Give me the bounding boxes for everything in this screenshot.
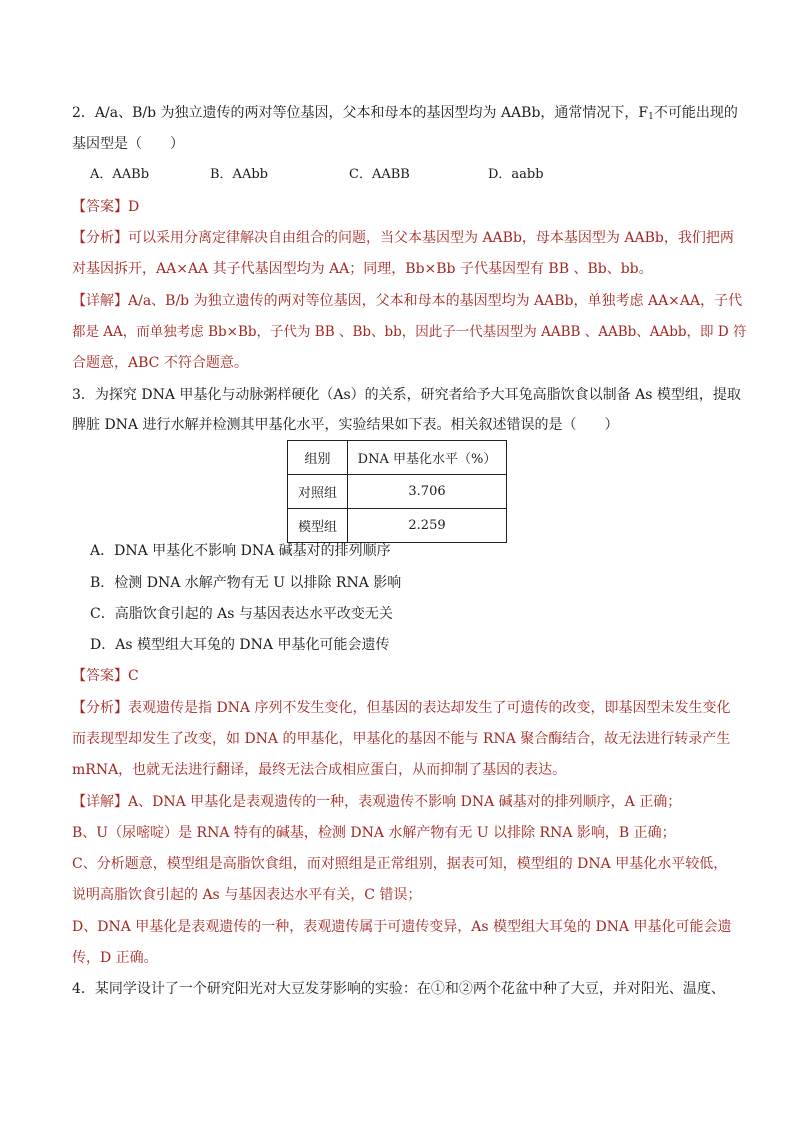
q3-detail-line6: 传，D 正确。 bbox=[72, 950, 158, 966]
q3-option-d: D．As 模型组大耳兔的 DNA 甲基化可能会遗传 bbox=[90, 637, 390, 653]
table-row bbox=[288, 509, 507, 543]
table-cell: 3.706 bbox=[348, 475, 507, 509]
q3-methylation-table bbox=[287, 440, 507, 543]
q3-detail-line2: B、U（尿嘧啶）是 RNA 特有的碱基，检测 DNA 水解产物有无 U 以排除 RNA 影响，B 正确； bbox=[72, 825, 676, 841]
table-row bbox=[288, 475, 507, 509]
table-header-row bbox=[288, 441, 507, 475]
q3-option-a: A．DNA 甲基化不影响 DNA 碱基对的排列顺序 bbox=[90, 543, 391, 559]
q3-detail-line3: C、分析题意，模型组是高脂饮食组，而对照组是正常组别，据表可知，模型组的 DNA 甲基化水平较低， bbox=[72, 856, 728, 872]
q3-option-b: B．检测 DNA 水解产物有无 U 以排除 RNA 影响 bbox=[90, 575, 402, 591]
q3-stem-line1: 3．为探究 DNA 甲基化与动脉粥样硬化（As）的关系，研究者给予大耳兔高脂饮食以制备 As 模型组，提取 bbox=[72, 387, 741, 403]
q3-analysis-line1: 【分析】表观遗传是指 DNA 序列不发生变化，但基因的表达却发生了可遗传的改变，即基因型未发生变化 bbox=[72, 700, 731, 716]
q3-analysis-line3: mRNA，也就无法进行翻译，最终无法合成相应蛋白，从而抑制了基因的表达。 bbox=[72, 762, 567, 778]
q4-stem-line1: 4．某同学设计了一个研究阳光对大豆发芽影响的实验：在①和②两个花盆中种了大豆，并对阳光、温度、 bbox=[72, 981, 725, 997]
q2-option-b: B．AAbb bbox=[210, 167, 268, 182]
table-cell: 对照组 bbox=[288, 475, 348, 509]
q3-option-c: C．高脂饮食引起的 As 与基因表达水平改变无关 bbox=[90, 606, 393, 622]
q2-stem-line1: 2．A/a、B/b 为独立遗传的两对等位基因，父本和母本的基因型均为 AABb，通常情况下，$F_1$不可能出现的 bbox=[72, 105, 738, 122]
q2-detail-line2: 都是 AA，而单独考虑 Bb×Bb，子代为 BB 、Bb、bb，因此子一代基因型为 AABB 、AABb、AAbb，即 D 符 bbox=[72, 324, 747, 340]
q2-answer: 【答案】D bbox=[72, 199, 140, 215]
table-header-level: DNA 甲基化水平（%） bbox=[348, 441, 507, 475]
q3-detail-line4: 说明高脂饮食引起的 As 与基因表达水平有关，C 错误； bbox=[72, 887, 422, 903]
q2-option-c: C．AABB bbox=[349, 167, 410, 182]
table-header-group: 组别 bbox=[288, 441, 348, 475]
q3-detail-line1: 【详解】A、DNA 甲基化是表观遗传的一种，表观遗传不影响 DNA 碱基对的排列顺序，A 正确； bbox=[72, 794, 682, 810]
q2-detail-line3: 合题意，ABC 不符合题意。 bbox=[72, 355, 248, 371]
q2-analysis-line2: 对基因拆开，AA×AA 其子代基因型均为 AA；同理，Bb×Bb 子代基因型有 BB 、Bb、bb。 bbox=[72, 261, 653, 277]
q3-stem-line2: 脾脏 DNA 进行水解并检测其甲基化水平，实验结果如下表。相关叙述错误的是（ ） bbox=[72, 417, 619, 433]
q2-stem-line2: 基因型是（ ） bbox=[72, 136, 184, 152]
q3-answer: 【答案】C bbox=[72, 668, 139, 684]
q2-option-d: D．aabb bbox=[488, 167, 544, 182]
q3-detail-line5: D、DNA 甲基化是表观遗传的一种，表观遗传属于可遗传变异，As 模型组大耳兔的 DNA 甲基化可能会遗 bbox=[72, 919, 732, 935]
table-cell: 模型组 bbox=[288, 509, 348, 543]
q3-analysis-line2: 而表现型却发生了改变，如 DNA 的甲基化，甲基化的基因不能与 RNA 聚合酶结合，故无法进行转录产生 bbox=[72, 731, 731, 747]
q2-option-a: A．AABb bbox=[90, 167, 150, 182]
q2-analysis-line1: 【分析】可以采用分离定律解决自由组合的问题，当父本基因型为 AABb，母本基因型为 AABb，我们把两 bbox=[72, 230, 734, 246]
table-cell: 2.259 bbox=[348, 509, 507, 543]
q2-detail-line1: 【详解】A/a、B/b 为独立遗传的两对等位基因，父本和母本的基因型均为 AABb，单独考虑 AA×AA，子代 bbox=[72, 293, 743, 309]
